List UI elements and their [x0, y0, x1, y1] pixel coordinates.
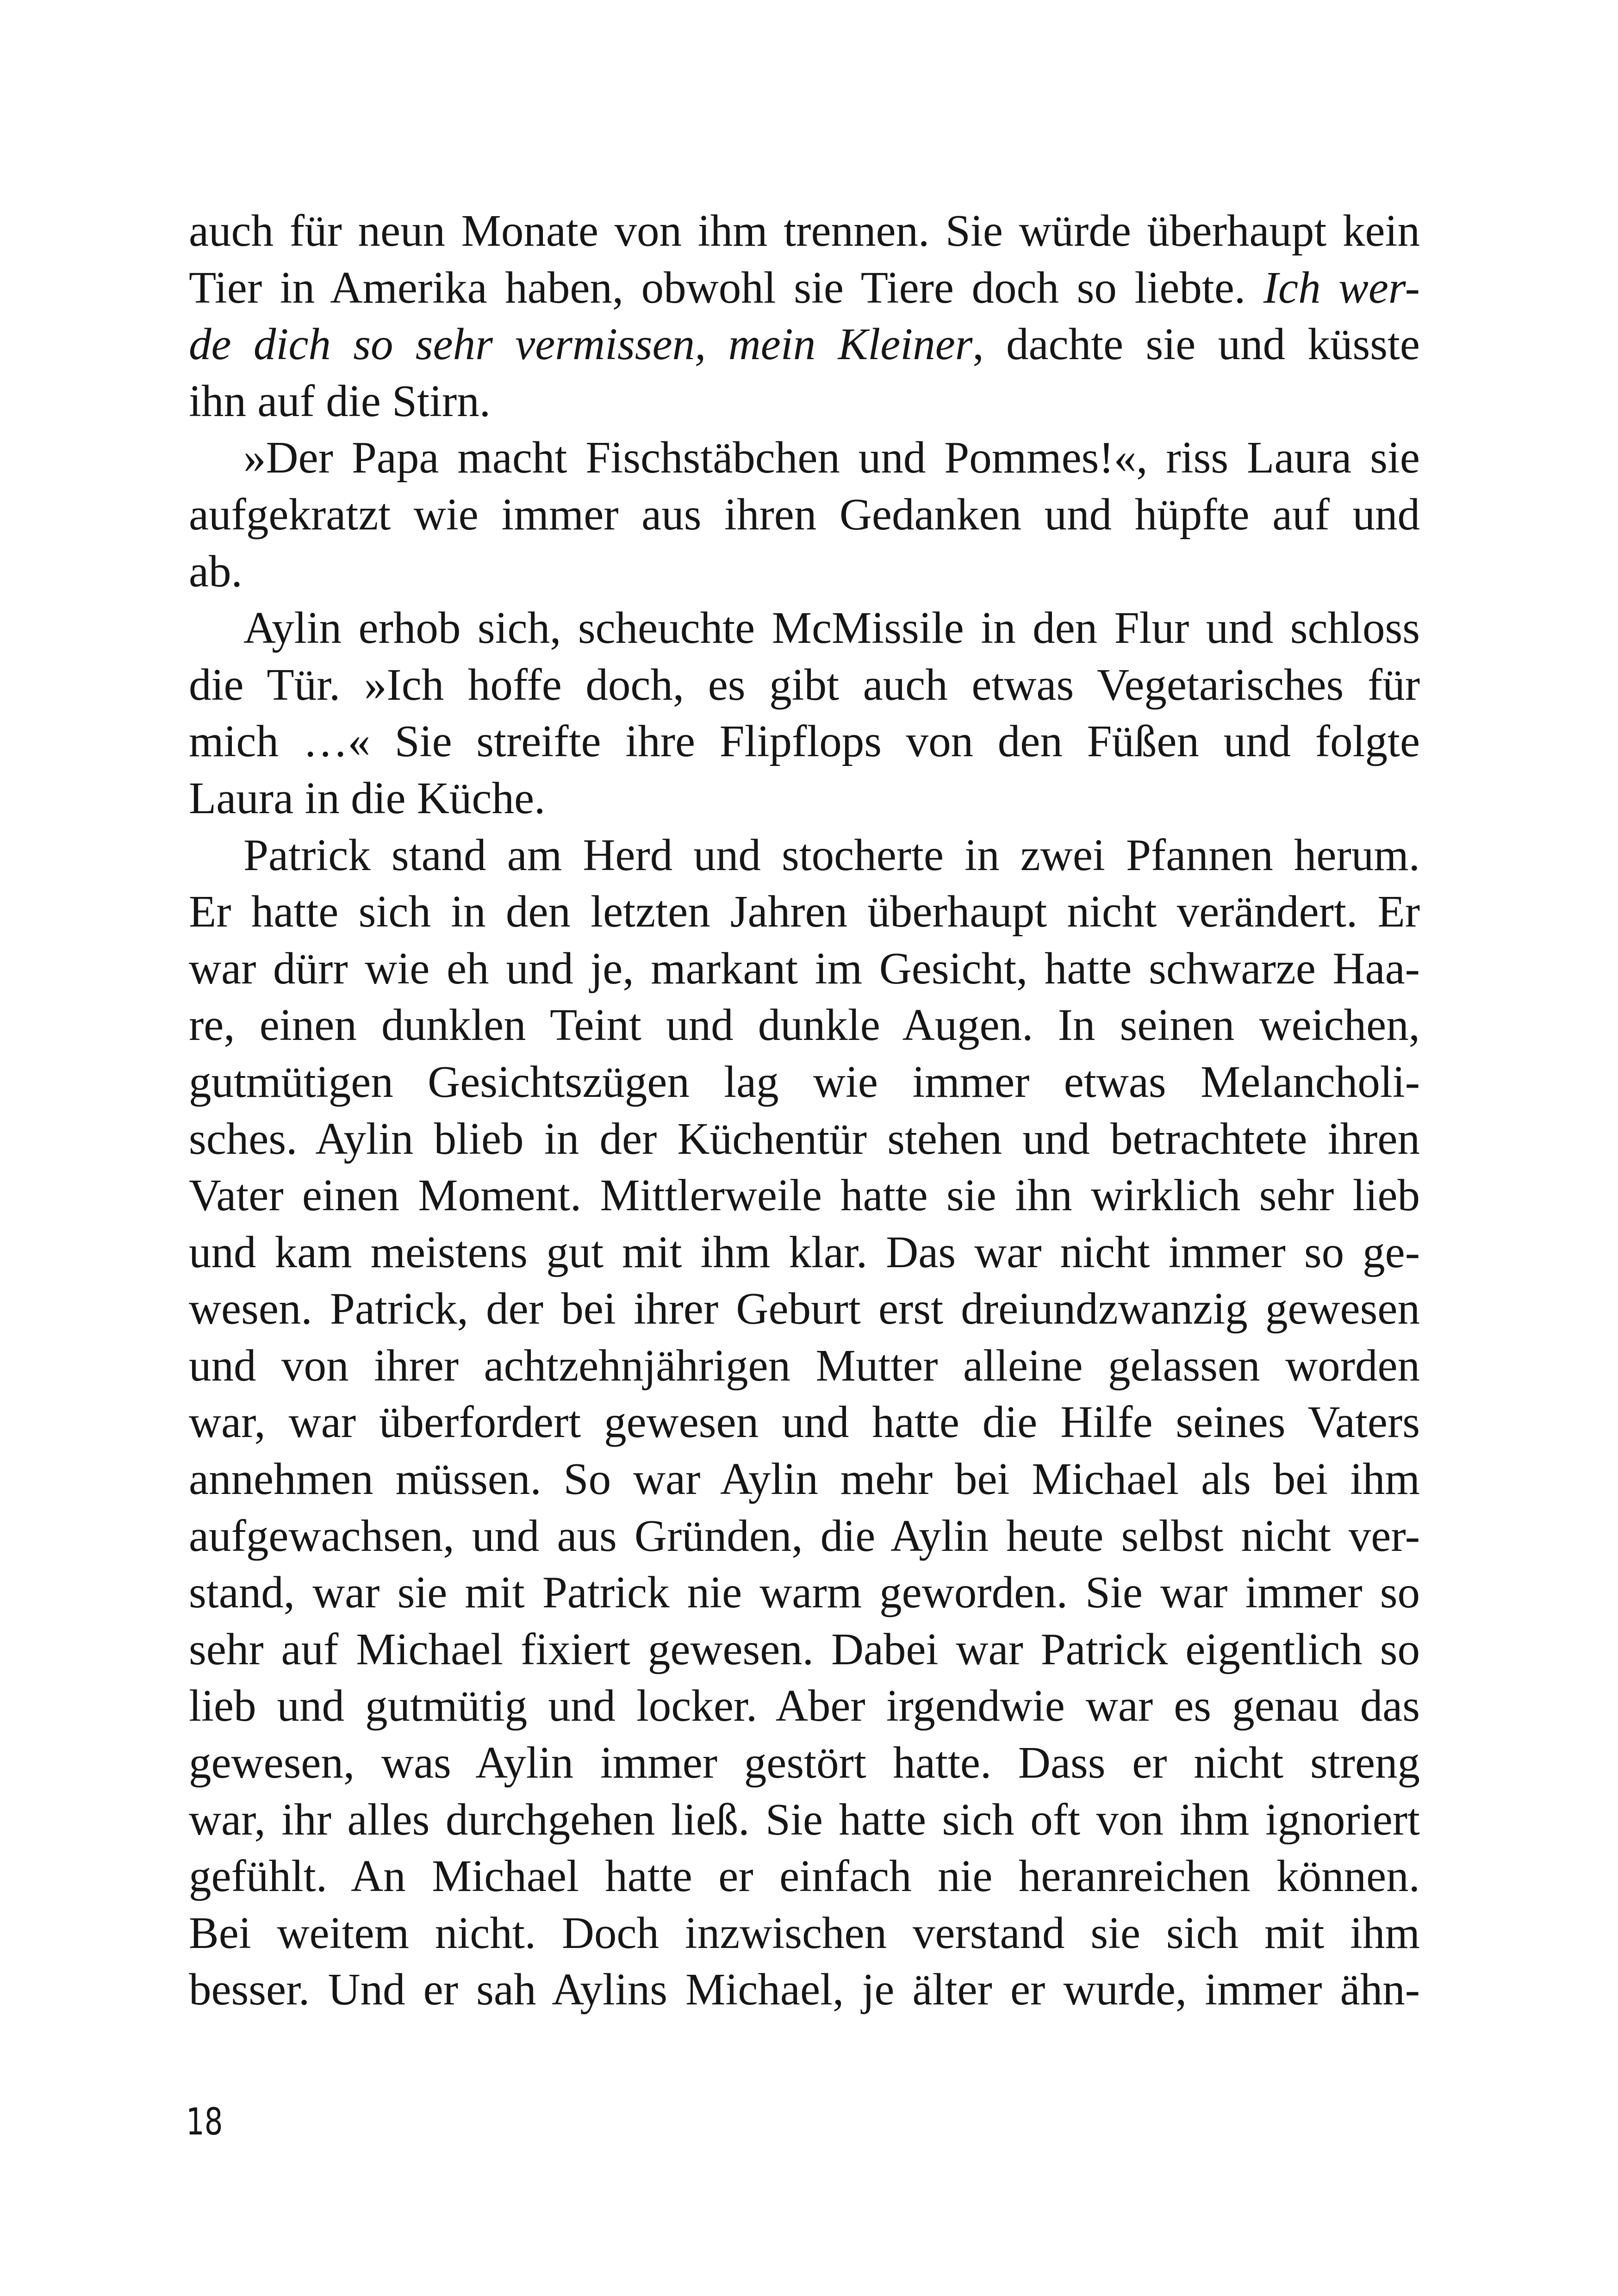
italic-text: Ich wer-: [1263, 262, 1420, 312]
text-line: gewesen, was Aylin immer gestört hatte. Dass er nicht streng: [189, 1738, 1420, 1788]
text-line: sches. Aylin blieb in der Küchentür stehen und betrachtete ihren: [189, 1114, 1420, 1164]
text-line: wesen. Patrick, der bei ihrer Geburt erst dreiundzwanzig gewesen: [189, 1284, 1420, 1334]
text-line: aufgekratzt wie immer aus ihren Gedanken und hüpfte auf und: [189, 489, 1420, 539]
text-line: ihn auf die Stirn.: [189, 376, 491, 426]
italic-text: de dich so sehr vermissen, mein Kleiner: [189, 319, 973, 369]
text-line: aufgewachsen, und aus Gründen, die Aylin heute selbst nicht ver-: [189, 1511, 1420, 1561]
text-line: Patrick stand am Herd und stocherte in zwei Pfannen herum.: [243, 830, 1420, 880]
text-line: auch für neun Monate von ihm trennen. Sie würde überhaupt kein: [189, 206, 1420, 255]
text-line: de dich so sehr vermissen, mein Kleiner, dachte sie und küsste: [189, 319, 1420, 369]
body-text: [189, 203, 1420, 2018]
text-line: besser. Und er sah Aylins Michael, je älter er wurde, immer ähn-: [189, 1965, 1420, 2015]
text-line: und kam meistens gut mit ihm klar. Das war nicht immer so ge-: [189, 1227, 1420, 1277]
text-line: gutmütigen Gesichtszügen lag wie immer etwas Melancholi-: [189, 1057, 1420, 1107]
text-line: annehmen müssen. So war Aylin mehr bei Michael als bei ihm: [189, 1454, 1420, 1504]
text-line: Vater einen Moment. Mittlerweile hatte sie ihn wirklich sehr lieb: [189, 1170, 1420, 1220]
text-line: Er hatte sich in den letzten Jahren überhaupt nicht verändert. Er: [189, 887, 1420, 937]
text-line: gefühlt. An Michael hatte er einfach nie heranreichen können.: [189, 1851, 1420, 1901]
text-line: die Tür. »Ich hoffe doch, es gibt auch etwas Vegetarisches für: [189, 660, 1420, 709]
text-line: Tier in Amerika haben, obwohl sie Tiere doch so liebte. Ich wer-: [189, 262, 1420, 312]
text-line: re, einen dunklen Teint und dunkle Augen. In seinen weichen,: [189, 1000, 1420, 1050]
text-line: Aylin erhob sich, scheuchte McMissile in den Flur und schloss: [243, 603, 1420, 653]
text-line: mich …« Sie streifte ihre Flipflops von den Füßen und folgte: [189, 716, 1420, 766]
text-line: stand, war sie mit Patrick nie warm geworden. Sie war immer so: [189, 1568, 1420, 1618]
text-line: »Der Papa macht Fischstäbchen und Pommes!«, riss Laura sie: [243, 433, 1420, 483]
text-line: ab.: [189, 546, 243, 596]
text-line: lieb und gutmütig und locker. Aber irgendwie war es genau das: [189, 1681, 1420, 1731]
text-line: war, war überfordert gewesen und hatte die Hilfe seines Vaters: [189, 1397, 1420, 1447]
text-line: war, ihr alles durchgehen ließ. Sie hatte sich oft von ihm ignoriert: [189, 1794, 1420, 1844]
text-line: Laura in die Küche.: [189, 773, 546, 823]
text-line: sehr auf Michael fixiert gewesen. Dabei war Patrick eigentlich so: [189, 1624, 1420, 1674]
text-line: war dürr wie eh und je, markant im Gesicht, hatte schwarze Haa-: [189, 943, 1420, 993]
text-line: Bei weitem nicht. Doch inzwischen verstand sie sich mit ihm: [189, 1908, 1420, 1958]
page-number: 18: [186, 2100, 223, 2143]
text-line: und von ihrer achtzehnjährigen Mutter alleine gelassen worden: [189, 1340, 1420, 1390]
